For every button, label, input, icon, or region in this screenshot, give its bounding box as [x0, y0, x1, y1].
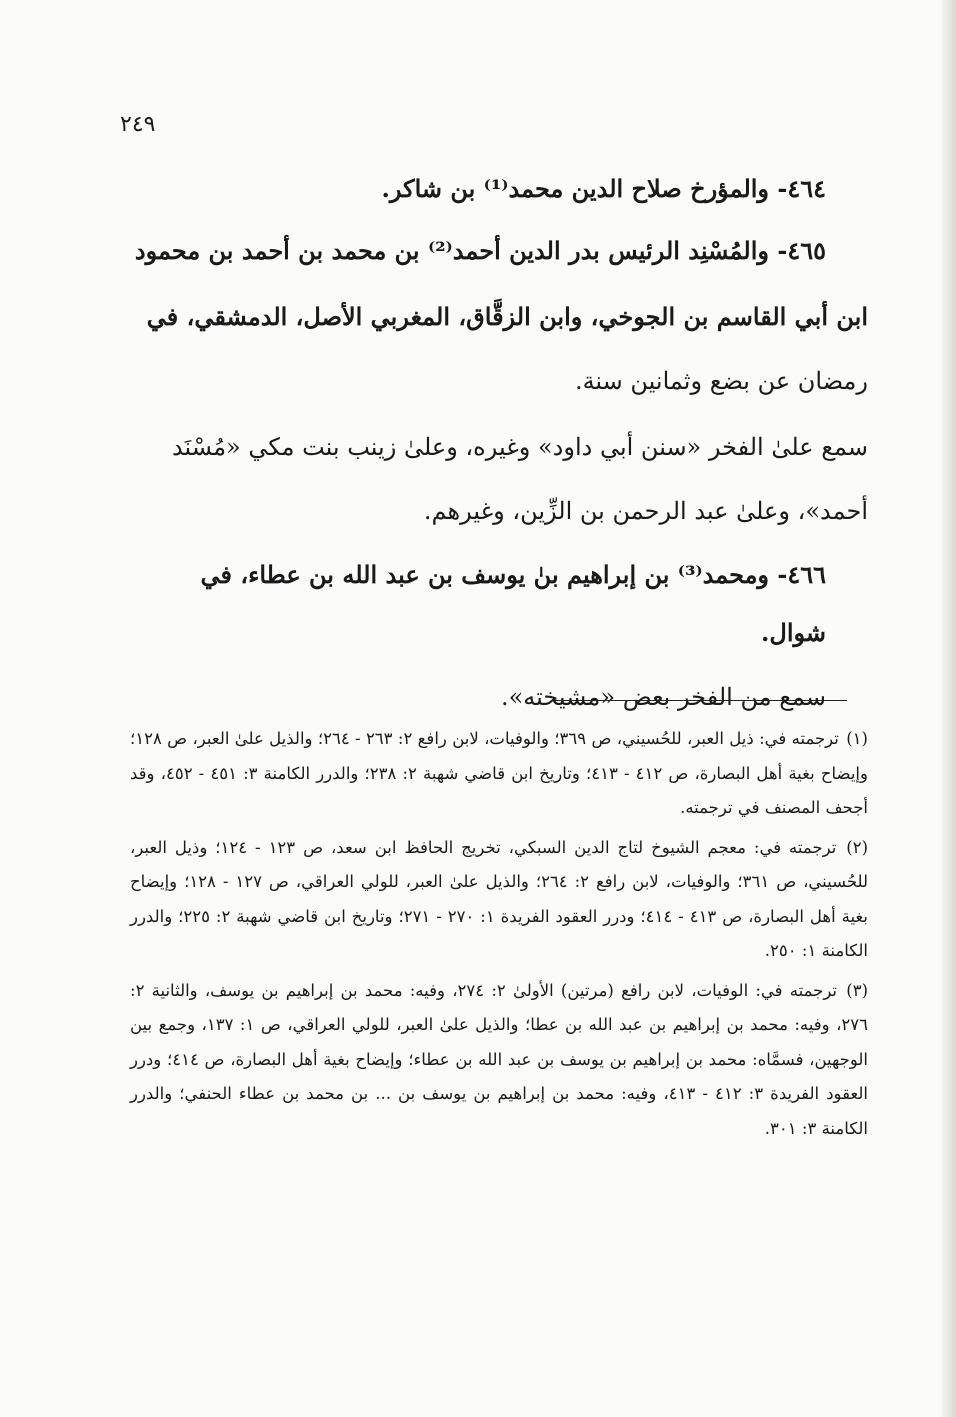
entry-465-sama-2: أحمد»، وعلىٰ عبد الرحمن بن الزِّين، وغيرهم. [423, 497, 868, 525]
entry-465-sama-1: سمع علىٰ الفخر «سنن أبي داود» وغيره، وعلىٰ زينب بنت مكي «مُسْنَد [171, 433, 868, 461]
entry-464: ٤٦٤- والمؤرخ صلاح الدين محمد⁽¹⁾ بن شاكر. [381, 174, 826, 203]
footnote-3 [130, 974, 868, 1147]
footnote-separator [555, 700, 847, 701]
footnote-marker: (٣) [846, 980, 868, 1000]
entry-465-line-1: ٤٦٥- والمُسْنِد الرئيس بدر الدين أحمد⁽²⁾ بن محمد بن أحمد بن محمود [134, 236, 826, 265]
entry-466: ٤٦٦- ومحمد⁽³⁾ بن إبراهيم بنٰ يوسف بن عبد الله بن عطاء، في شوال. [200, 560, 826, 647]
page-number: ٢٤٩ [120, 112, 156, 137]
footnote-marker: (٢) [846, 837, 868, 857]
footnote-1 [130, 722, 868, 826]
footnotes [130, 722, 868, 1151]
entry-465-line-3: رمضان عن بضع وثمانين سنة. [574, 367, 868, 395]
footnote-text: ترجمته في: ذيل العبر، للحُسيني، ص ٣٦٩؛ والوفيات، لابن رافع ٢: ٢٦٣ - ٢٦٤؛ والذيل علىٰ العبر، ص ١٢٨؛ وإيضاح بغية أهل البصارة، ص ٤١٢ - ٤١٣؛ وتاريخ ابن قاضي شهبة ٢: ٢٣٨؛ والدرر الكامنة ٣: ٤٥١ - ٤٥٢، وقد أجحف المصنف في ترجمته. [130, 729, 868, 817]
footnote-2 [130, 831, 868, 969]
page-edge-shadow [942, 0, 956, 1417]
footnote-marker: (١) [846, 729, 868, 748]
footnote-text: ترجمته في: الوفيات، لابن رافع (مرتين) الأولىٰ ٢: ٢٧٤، وفيه: محمد بن إبراهيم بن يوسف، والثانية ٢: ٢٧٦، وفيه: محمد بن إبراهيم بن عبد الله بن عطا؛ والذيل علىٰ العبر، للولي العراقي، ص ١: ١٣٧، وجمع بين الوجهين، فسمَّاه: محمد بن إبراهيم بن يوسف بن عبد الله بن عطاء؛ وإيضاح بغية أهل البصارة، ص ٤١٤؛ ودرر العقود الفريدة ٣: ٤١٢ - ٤١٣، وفيه: محمد بن إبراهيم بن يوسف بن ... بن محمد بن عطاء الحنفي؛ والدرر الكامنة ٣: ٣٠١. [130, 980, 868, 1138]
footnote-text: ترجمته في: معجم الشيوخ لتاج الدين السبكي، تخريج الحافظ ابن سعد، ص ١٢٣ - ١٢٤؛ وذيل العبر، للحُسيني، ص ٣٦١؛ والوفيات، لابن رافع ٢: ٢٦٤؛ والذيل علىٰ العبر، للولي العراقي، ص ١٢٧ - ١٢٨؛ وإيضاح بغية أهل البصارة، ص ٤١٣ - ٤١٤؛ ودرر العقود الفريدة ١: ٢٧٠ - ٢٧١؛ وتاريخ ابن قاضي شهبة ٢: ٢٢٥؛ والدرر الكامنة ١: ٢٥٠. [130, 837, 868, 960]
entry-465-line-2: ابن أبي القاسم بن الجوخي، وابن الزقَّاق، المغربي الأصل، الدمشقي، في [146, 302, 868, 331]
main-text [130, 160, 868, 726]
entry-466-sama: سمع من الفخر بعض «مشيخته». [500, 683, 826, 711]
